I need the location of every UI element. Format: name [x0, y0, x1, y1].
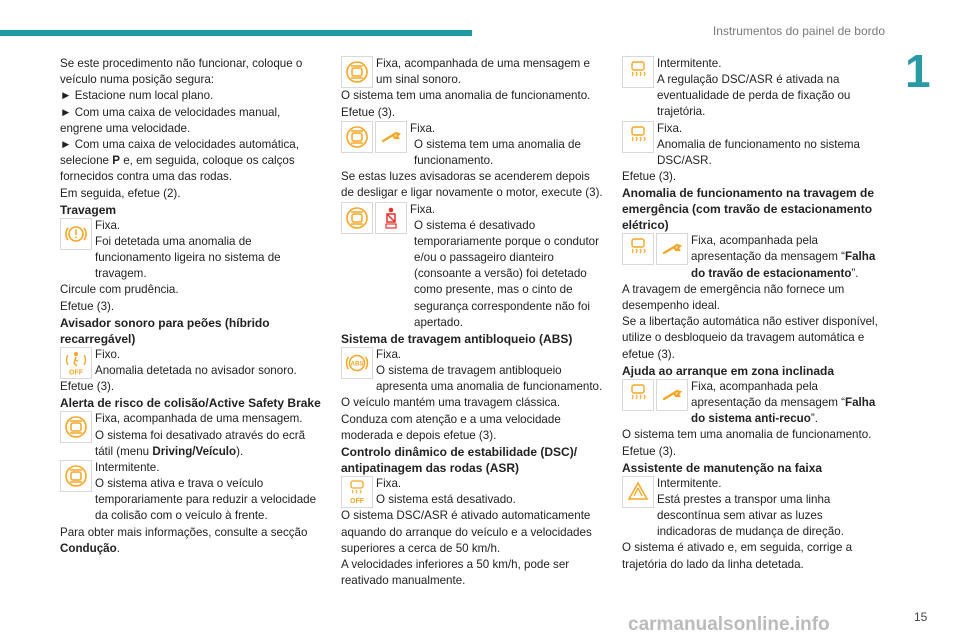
collision-alert-icon [341, 56, 373, 88]
warning-entry [341, 476, 603, 508]
paragraph: Efetue (3). [622, 444, 677, 458]
wrench-icon [656, 233, 688, 265]
column-1 [60, 56, 324, 557]
collision-alert-icon [60, 411, 92, 443]
warning-entry [60, 411, 324, 460]
warning-entry [341, 56, 603, 88]
section-title: Instrumentos do painel de bordo [712, 24, 885, 38]
state: Intermitente. [95, 461, 160, 475]
bold-text: P [112, 154, 120, 168]
heading-abs: Sistema de travagem antibloqueio (ABS) [341, 332, 573, 347]
text: O sistema foi desativado através do ecrã tátil (menu [95, 428, 306, 458]
state [691, 233, 884, 282]
paragraph: A velocidades inferiores a 50 km/h, pode ser reativado manualmente. [341, 558, 570, 588]
pedestrian-alert-off-icon [60, 347, 92, 379]
paragraph: Se a libertação automática não estiver disponível, utilize o desbloqueio da travagem automática e efetue (3). [622, 315, 878, 361]
dsc-icon [622, 379, 654, 411]
column-3 [622, 56, 884, 573]
paragraph: ► Com uma caixa de velocidades manual, engrene uma velocidade. [60, 105, 281, 135]
paragraph: Efetue (3). [622, 170, 677, 184]
description: Anomalia detetada no avisador sonoro. [95, 364, 297, 378]
paragraph: Se estas luzes avisadoras se acenderem depois de desligar e ligar novamente o motor, execute (3). [341, 170, 603, 200]
description: A regulação DSC/ASR é ativada na eventualidade de perda de fixação ou trajetória. [657, 73, 851, 119]
description: Anomalia de funcionamento no sistema DSC/ASR. [657, 137, 861, 167]
heading-pedestrian-alert: Avisador sonoro para peões (híbrido recarregável) [60, 315, 270, 346]
state: Fixa. [376, 477, 402, 491]
description: O sistema está desativado. [376, 493, 516, 507]
header-accent-bar [0, 30, 472, 36]
bold-text: Falha do travão de estacionamento [691, 250, 876, 280]
watermark: carmanualsonline.info [628, 614, 830, 635]
collision-alert-icon [60, 460, 92, 492]
warning-entry [60, 347, 324, 379]
bold-text: Condução [60, 541, 117, 555]
bold-text: Falha do sistema anti-recuo [691, 396, 876, 426]
paragraph: O veículo mantém uma travagem clássica. [341, 396, 561, 410]
collision-alert-icon [341, 121, 373, 153]
paragraph: Efetue (3). [60, 380, 115, 394]
paragraph: O sistema é ativado e, em seguida, corrige a trajetória do lado da linha detetada. [622, 541, 853, 571]
text: ”. [851, 266, 859, 280]
lane-keeping-icon [622, 476, 654, 508]
column-2 [341, 56, 603, 589]
description: O sistema ativa e trava o veículo temporariamente para reduzir a velocidade da colisão com o veículo à frente. [95, 477, 317, 523]
state: Fixa. [657, 121, 683, 135]
dsc-icon [622, 233, 654, 265]
brake-warning-icon [60, 218, 92, 250]
heading-emergency-braking: Anomalia de funcionamento na travagem de emergência (com travão de estacionamento elétrico) [622, 186, 875, 233]
description: O sistema de travagem antibloqueio apresenta uma anomalia de funcionamento. [376, 364, 603, 394]
text: Para obter mais informações, consulte a secção [60, 525, 308, 539]
text: ). [236, 444, 244, 458]
paragraph [60, 525, 324, 557]
description [95, 428, 324, 460]
paragraph: Efetue (3). [60, 299, 115, 313]
text: e, em seguida, coloque os calços fornecidos contra uma das rodas. [60, 154, 295, 184]
state: Fixa. [410, 121, 436, 135]
warning-entry [622, 233, 884, 282]
state: Fixa, acompanhada de uma mensagem. [95, 412, 303, 426]
paragraph: Em seguida, efetue (2). [60, 186, 181, 200]
description: Está prestes a transpor uma linha descontínua sem ativar as luzes indicadoras de mudança de direção. [657, 492, 844, 539]
paragraph: ► Estacione num local plano. [60, 89, 214, 103]
wrench-icon [375, 121, 407, 153]
paragraph: Conduza com atenção e a uma velocidade moderada e depois efetue (3). [341, 412, 561, 442]
bold-text: Driving/Veículo [152, 444, 237, 458]
state: Fixa. [376, 348, 402, 362]
abs-icon [341, 347, 373, 379]
dsc-icon [622, 121, 654, 153]
state: Intermitente. [657, 476, 722, 490]
text: Fixa, acompanhada pela apresentação da mensagem “ [691, 379, 846, 410]
text: . [116, 541, 120, 555]
paragraph: Efetue (3). [341, 105, 396, 119]
text: ► Com uma caixa de velocidades automática, selecione [60, 138, 299, 168]
state: Fixa, acompanhada de uma mensagem e um sinal sonoro. [376, 57, 590, 87]
paragraph: O sistema tem uma anomalia de funcionamento. [622, 428, 872, 442]
description: O sistema é desativado temporariamente porque o condutor e/ou o passageiro dianteiro (consoante a versão) foi detetado como presente, mas o cinto de segurança correspondente não foi apertado. [414, 218, 599, 329]
warning-entry [622, 379, 884, 428]
paragraph: Se este procedimento não funcionar, coloque o veículo numa posição segura: [60, 57, 303, 87]
paragraph: O sistema DSC/ASR é ativado automaticamente aquando do arranque do veículo e a velocidades superiores a cerca de 50 km/h. [341, 509, 592, 555]
seatbelt-icon [375, 202, 407, 234]
heading-lane-keeping: Assistente de manutenção na faixa [622, 460, 823, 475]
state [691, 379, 884, 428]
description: O sistema tem uma anomalia de funcionamento. [414, 137, 581, 168]
dsc-icon [622, 56, 654, 88]
wrench-icon [656, 379, 688, 411]
paragraph [60, 137, 324, 186]
collision-alert-icon [341, 202, 373, 234]
dsc-off-icon [341, 476, 373, 508]
state: Fixo. [95, 347, 121, 361]
heading-hill-start: Ajuda ao arranque em zona inclinada [622, 363, 835, 378]
paragraph: A travagem de emergência não fornece um desempenho ideal. [622, 282, 845, 313]
page-number: 15 [914, 610, 928, 624]
chapter-number: 1 [905, 45, 931, 97]
state: Fixa. [410, 202, 436, 216]
description: O sistema tem uma anomalia de funcionamento. [341, 89, 591, 103]
description: Foi detetada uma anomalia de funcionamento ligeira no sistema de travagem. [95, 234, 281, 281]
heading-dsc: Controlo dinâmico de estabilidade (DSC)/ antipatinagem das rodas (ASR) [341, 445, 578, 476]
state: Fixa. [95, 218, 121, 232]
heading-collision-alert: Alerta de risco de colisão/Active Safety Brake [60, 396, 321, 411]
text: ”. [810, 412, 818, 426]
paragraph: Circule com prudência. [60, 283, 179, 297]
text: Fixa, acompanhada pela apresentação da mensagem “ [691, 234, 846, 264]
heading-travagem: Travagem [60, 202, 117, 217]
state: Intermitente. [657, 57, 722, 70]
